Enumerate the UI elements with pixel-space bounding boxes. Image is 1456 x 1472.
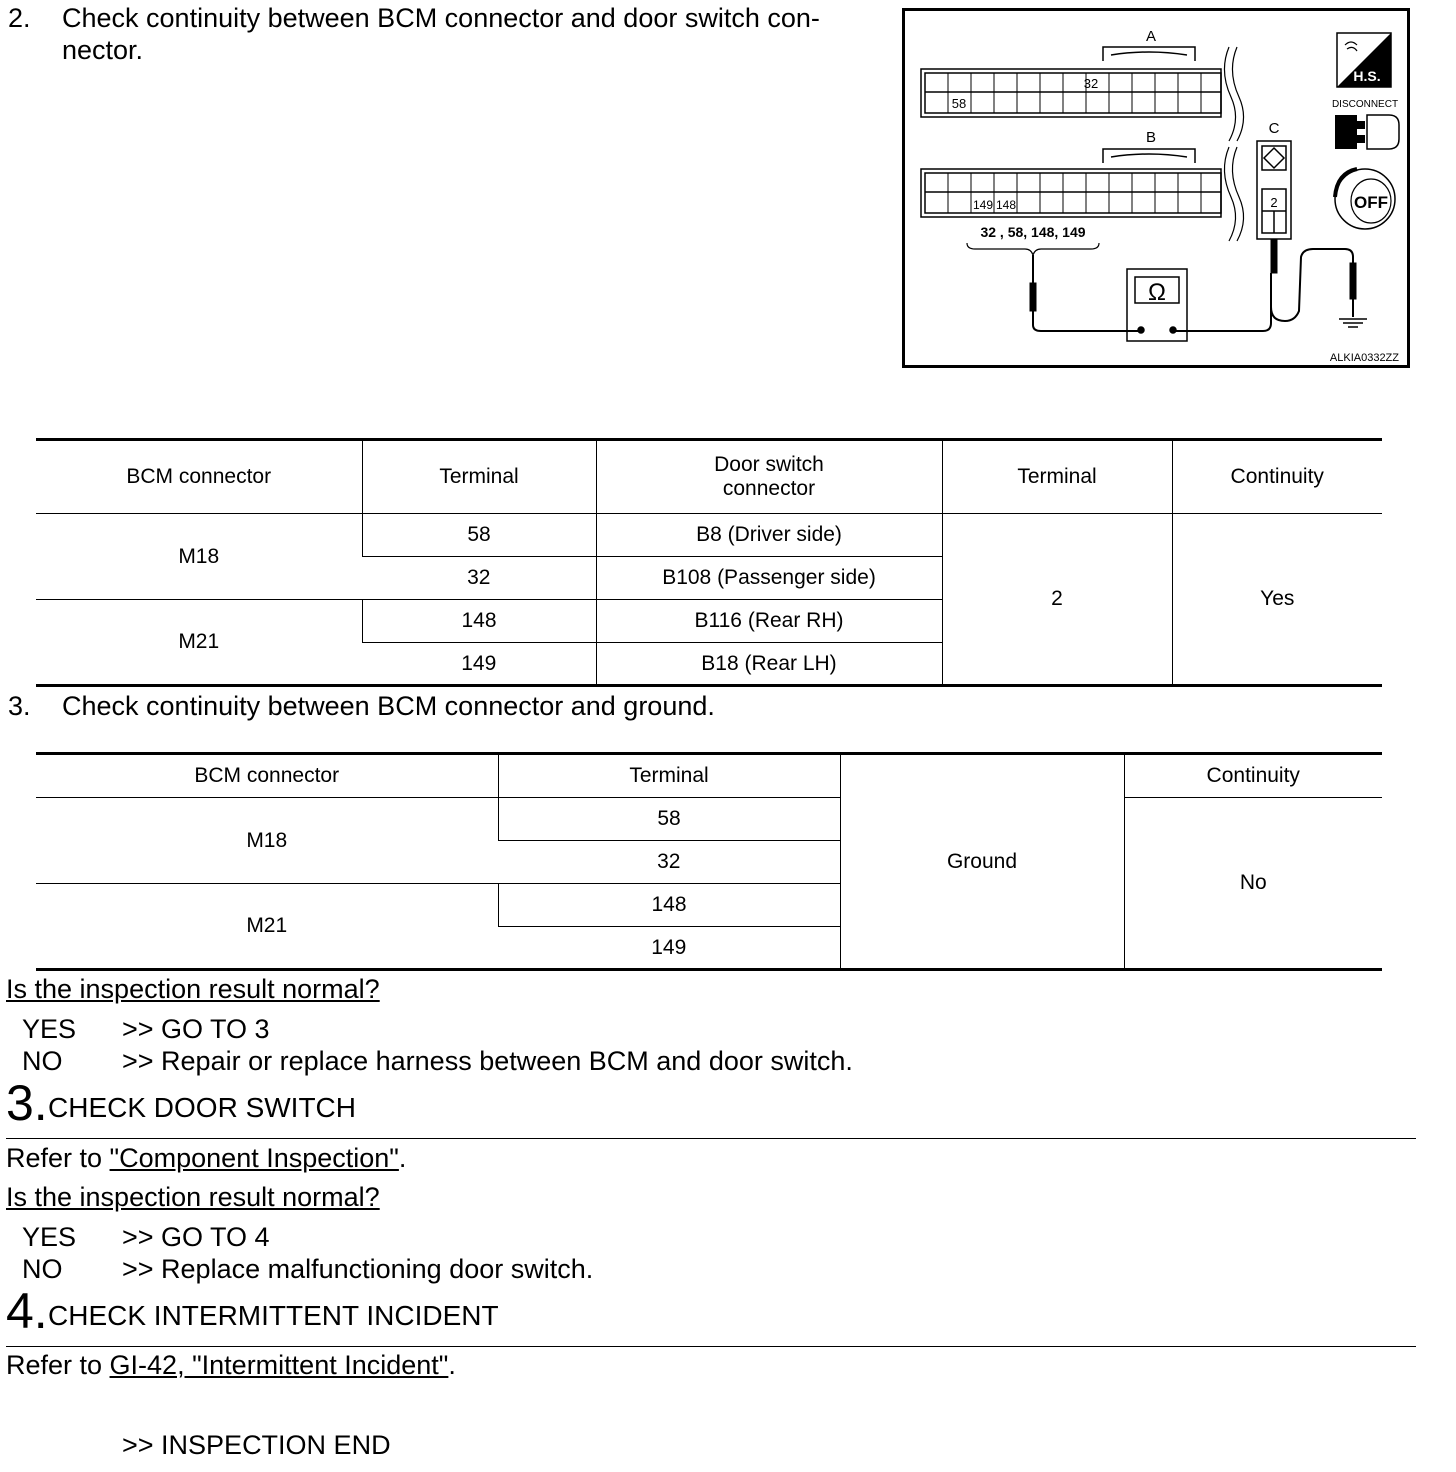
section3-no-action: >> Replace malfunctioning door switch. (122, 1254, 594, 1284)
off-label: OFF (1354, 193, 1388, 212)
section4-number: 4. (6, 1283, 48, 1339)
cell-connector-m21: M21 (36, 600, 362, 686)
section3-yes-label: YES (22, 1222, 77, 1252)
label-c: C (1268, 120, 1280, 137)
cell-connector-m18: M18 (36, 514, 362, 600)
cell-door-b8: B8 (Driver side) (596, 514, 942, 557)
result1-no-action: >> Repair or replace harness between BCM and door switch. (122, 1046, 853, 1076)
cell-connector-m18-2: M18 (36, 798, 498, 884)
cell-terminal-148: 148 (362, 600, 596, 643)
step2-number: 2. (8, 3, 31, 33)
section4-refer-prefix: Refer to (6, 1350, 110, 1380)
result1-no-label: NO (22, 1046, 63, 1076)
result-question-1: Is the inspection result normal? (6, 974, 380, 1004)
cell-door-b116: B116 (Rear RH) (596, 600, 942, 643)
cell-door-terminal-2: 2 (942, 514, 1172, 686)
header-terminal-3: Terminal (498, 754, 840, 798)
section3-refer-suffix: . (398, 1143, 407, 1173)
section4-refer (6, 1350, 456, 1381)
pin-149-label: 149 (972, 198, 994, 212)
connector-a (921, 47, 1244, 141)
probe-leads (1033, 241, 1353, 331)
pin-58-label: 58 (951, 96, 967, 111)
section3-number: 3. (6, 1075, 48, 1131)
pin-32-label: 32 (1083, 76, 1099, 91)
section3-yes-action: >> GO TO 4 (122, 1222, 270, 1252)
cell-connector-m21-2: M21 (36, 884, 498, 970)
section4-title: CHECK INTERMITTENT INCIDENT (48, 1300, 499, 1331)
cell-door-b108: B108 (Passenger side) (596, 557, 942, 600)
section3-title: CHECK DOOR SWITCH (48, 1092, 356, 1123)
continuity-table-door-switch (36, 438, 1382, 687)
figure-code: ALKIA0332ZZ (1329, 352, 1399, 364)
label-b: B (1145, 129, 1157, 146)
header-continuity: Continuity (1172, 440, 1382, 514)
header-door-switch-connector (596, 440, 942, 514)
header-terminal-2: Terminal (942, 440, 1172, 514)
result-question-2: Is the inspection result normal? (6, 1182, 380, 1212)
header-terminal: Terminal (362, 440, 596, 514)
ground-symbol-icon (1339, 319, 1367, 327)
cell-terminal-32-2: 32 (498, 841, 840, 884)
ohm-symbol: Ω (1148, 279, 1166, 306)
terminals-label: 32 , 58, 148, 149 (980, 224, 1086, 240)
cell-door-b18: B18 (Rear LH) (596, 643, 942, 686)
cell-terminal-149: 149 (362, 643, 596, 686)
pin-2-label: 2 (1270, 195, 1278, 210)
step3-text: Check continuity between BCM connector and ground. (62, 691, 715, 721)
step3-number: 3. (8, 691, 31, 721)
cell-terminal-32: 32 (362, 557, 596, 600)
result1-yes-action: >> GO TO 3 (122, 1014, 270, 1044)
section3-refer (6, 1143, 406, 1174)
connector-c (1257, 141, 1291, 239)
label-a: A (1145, 28, 1157, 45)
header-door-switch-line2: connector (722, 477, 816, 500)
disconnect-label: DISCONNECT (1331, 99, 1399, 110)
connector-diagram (902, 8, 1410, 368)
cell-continuity-no: No (1124, 798, 1382, 970)
ignition-off-icon (1335, 169, 1395, 229)
section3-no-label: NO (22, 1254, 63, 1284)
inspection-end: >> INSPECTION END (122, 1430, 391, 1460)
header-continuity-2: Continuity (1124, 754, 1382, 798)
hs-icon (1337, 33, 1391, 87)
cell-continuity-yes: Yes (1172, 514, 1382, 686)
cell-terminal-58: 58 (362, 514, 596, 557)
hs-label: H.S. (1353, 68, 1381, 84)
header-door-switch-line1: Door switch (714, 453, 824, 476)
pin-148-label: 148 (995, 198, 1017, 212)
section4-refer-suffix: . (448, 1350, 456, 1380)
section3-rule (6, 1138, 1416, 1139)
result1-yes-label: YES (22, 1014, 77, 1044)
header-bcm-connector-2: BCM connector (36, 754, 498, 798)
continuity-table-ground (36, 752, 1382, 971)
cell-ground: Ground (840, 754, 1124, 970)
section4-rule (6, 1346, 1416, 1347)
disconnect-icon (1335, 115, 1399, 149)
intermittent-incident-link[interactable]: GI-42, "Intermittent Incident" (109, 1350, 449, 1380)
component-inspection-link[interactable]: "Component Inspection" (109, 1143, 399, 1173)
step2-text-line1: Check continuity between BCM connector and door switch con- (62, 3, 820, 33)
cell-terminal-58-2: 58 (498, 798, 840, 841)
cell-terminal-148-2: 148 (498, 884, 840, 927)
section3-refer-prefix: Refer to (6, 1143, 110, 1173)
header-bcm-connector: BCM connector (36, 440, 362, 514)
cell-terminal-149-2: 149 (498, 927, 840, 970)
step2-text-line2: nector. (62, 35, 144, 65)
